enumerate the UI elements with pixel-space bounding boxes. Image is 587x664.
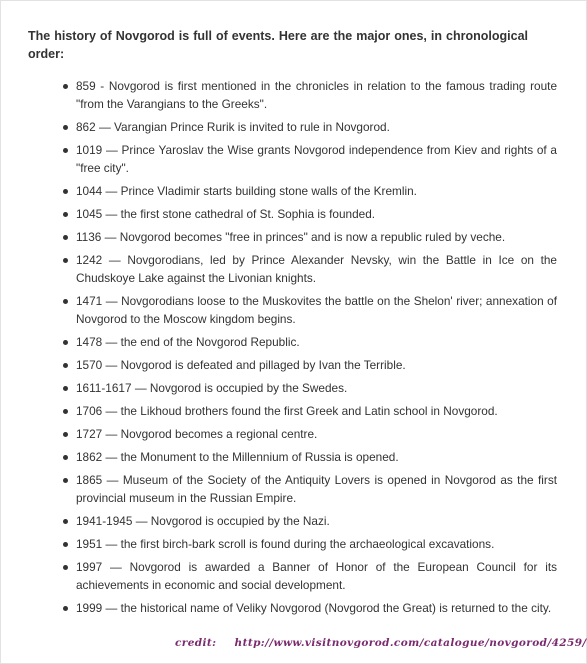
list-item: 1478 — the end of the Novgorod Republic. xyxy=(76,333,557,351)
list-item: 1570 — Novgorod is defeated and pillaged by Ivan the Terrible. xyxy=(76,356,557,374)
list-item: 1862 — the Monument to the Millennium of Russia is opened. xyxy=(76,448,557,466)
list-item: 1136 — Novgorod becomes "free in princes" and is now a republic ruled by veche. xyxy=(76,228,557,246)
list-item: 859 - Novgorod is first mentioned in the chronicles in relation to the famous trading route "from the Varangians to the Greeks". xyxy=(76,79,557,111)
list-item: 1044 — Prince Vladimir starts building stone walls of the Kremlin. xyxy=(76,182,557,200)
events-list xyxy=(46,77,557,622)
credit-label: credit: xyxy=(175,637,217,649)
list-item: 862 — Varangian Prince Rurik is invited to rule in Novgorod. xyxy=(76,118,557,136)
list-item: 1865 — Museum of the Society of the Antiquity Lovers is opened in Novgorod as the first provincial museum in the Russian Empire. xyxy=(76,473,557,505)
intro-heading: The history of Novgorod is full of events. Here are the major ones, in chronological order: xyxy=(28,29,528,61)
list-item: 1951 — the first birch-bark scroll is found during the archaeological excavations. xyxy=(76,535,557,553)
list-item: 1727 — Novgorod becomes a regional centre. xyxy=(76,425,557,443)
list-item: 1997 — Novgorod is awarded a Banner of Honor of the European Council for its achievements in economic and social development. xyxy=(76,560,557,592)
list-item: 1019 — Prince Yaroslav the Wise grants Novgorod independence from Kiev and rights of a "free city". xyxy=(76,143,557,175)
list-item: 1045 — the first stone cathedral of St. Sophia is founded. xyxy=(76,205,557,223)
credit-line xyxy=(175,637,587,649)
list-item: 1471 — Novgorodians loose to the Muskovites the battle on the Shelon' river; annexation of Novgorod to the Moscow kingdom begins. xyxy=(76,294,557,326)
list-item: 1999 — the historical name of Veliky Novgorod (Novgorod the Great) is returned to the city. xyxy=(76,599,557,617)
list-item: 1706 — the Likhoud brothers found the first Greek and Latin school in Novgorod. xyxy=(76,402,557,420)
credit-url: http://www.visitnovgorod.com/catalogue/novgorod/4259/ xyxy=(234,637,587,649)
list-item: 1941-1945 — Novgorod is occupied by the Nazi. xyxy=(76,512,557,530)
list-item: 1242 — Novgorodians, led by Prince Alexander Nevsky, win the Battle in Ice on the Chudskoye Lake against the Livonian knights. xyxy=(76,253,557,285)
list-item: 1611-1617 — Novgorod is occupied by the Swedes. xyxy=(76,379,557,397)
